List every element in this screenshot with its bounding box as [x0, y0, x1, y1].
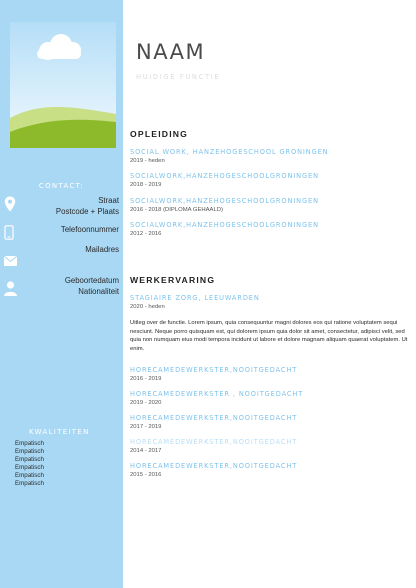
experience-title: HORECAMEDEWERKSTER , NOOITGEDACHT [130, 390, 304, 398]
experience-item [130, 414, 297, 431]
education-title: SOCIALWORK,HANZEHOGESCHOOLGRONINGEN [130, 172, 319, 180]
education-title: SOCIALWORK,HANZEHOGESCHOOLGRONINGEN [130, 221, 319, 229]
education-date: 2012 - 2016 [130, 231, 162, 237]
main-content [123, 0, 416, 588]
experience-description: Uitleg over de functie. Lorem ipsum, quia consequuntur magni dolores eos qui ratione voluptatem sequi nesciunt. Neque porro quisquam est, qui dolorem ipsum quia dolor sit amet, consectetur, adipisci velit, sed quia non numquam eius modi tempora incidunt ut labore et dolore magnam aliquam quaerat voluptatem. Ut enim. [130, 320, 408, 352]
experience-title: STAGIAIRE ZORG, LEEUWARDEN [130, 294, 260, 302]
experience-title: HORECAMEDEWERKSTER,NOOITGEDACHT [130, 366, 298, 374]
nationality: Nationaliteit [78, 286, 119, 296]
quality-item: Empatisch [15, 464, 44, 471]
experience-date: 2017 - 2019 [130, 424, 162, 430]
experience-title: HORECAMEDEWERKSTER,NOOITGEDACHT [130, 438, 298, 446]
phone-icon [4, 225, 18, 241]
qualities-list [15, 440, 44, 488]
current-function: HUIDIGE FUNCTIE [136, 73, 221, 81]
phone-number: Telefoonnummer [60, 225, 119, 234]
experience-current [130, 294, 260, 311]
experience-date: 2016 - 2019 [130, 376, 162, 382]
mail-icon [4, 253, 18, 269]
experience-date: 2019 - 2020 [130, 400, 162, 406]
experience-item [130, 462, 297, 479]
experience-heading: WERKERVARING [130, 275, 216, 285]
education-title: SOCIAL WORK, HANZEHOGESCHOOL GRONINGEN [130, 148, 329, 156]
contact-heading: CONTACT: [38, 182, 85, 190]
education-heading: OPLEIDING [130, 129, 189, 139]
education-date: 2016 - 2018 (DIPLOMA GEHAALD) [130, 207, 223, 213]
quality-item: Empatisch [15, 448, 44, 455]
profile-photo-placeholder [10, 22, 116, 148]
qualities-heading: KWALITEITEN [29, 428, 90, 436]
education-date: 2018 - 2019 [130, 182, 162, 188]
contact-personal [0, 276, 123, 308]
contact-email [0, 245, 123, 279]
quality-item: Empatisch [15, 472, 44, 479]
quality-item: Empatisch [15, 440, 44, 447]
quality-item: Empatisch [15, 480, 44, 487]
education-item [130, 221, 319, 238]
address-street: Straat [98, 196, 119, 205]
education-date: 2019 - heden [130, 158, 165, 164]
person-icon [4, 281, 18, 297]
experience-item [130, 366, 297, 383]
education-item [130, 197, 319, 214]
experience-date: 2015 - 2016 [130, 472, 162, 478]
education-title: SOCIALWORK,HANZEHOGESCHOOLGRONINGEN [130, 197, 319, 205]
experience-date: 2014 - 2017 [130, 448, 162, 454]
contact-address [0, 196, 123, 224]
quality-item: Empatisch [15, 456, 44, 463]
experience-item [130, 390, 303, 407]
sidebar [0, 0, 123, 588]
location-pin-icon [4, 196, 18, 212]
experience-item [130, 438, 297, 455]
email-address: Mailadres [85, 245, 119, 254]
experience-title: HORECAMEDEWERKSTER,NOOITGEDACHT [130, 462, 298, 470]
person-name: NAAM [136, 40, 206, 64]
birthdate: Geboortedatum [64, 276, 119, 285]
experience-date: 2020 - heden [130, 304, 165, 310]
education-item [130, 148, 329, 165]
address-city: Postcode + Plaats [55, 206, 119, 216]
experience-title: HORECAMEDEWERKSTER,NOOITGEDACHT [130, 414, 298, 422]
education-item [130, 172, 319, 189]
